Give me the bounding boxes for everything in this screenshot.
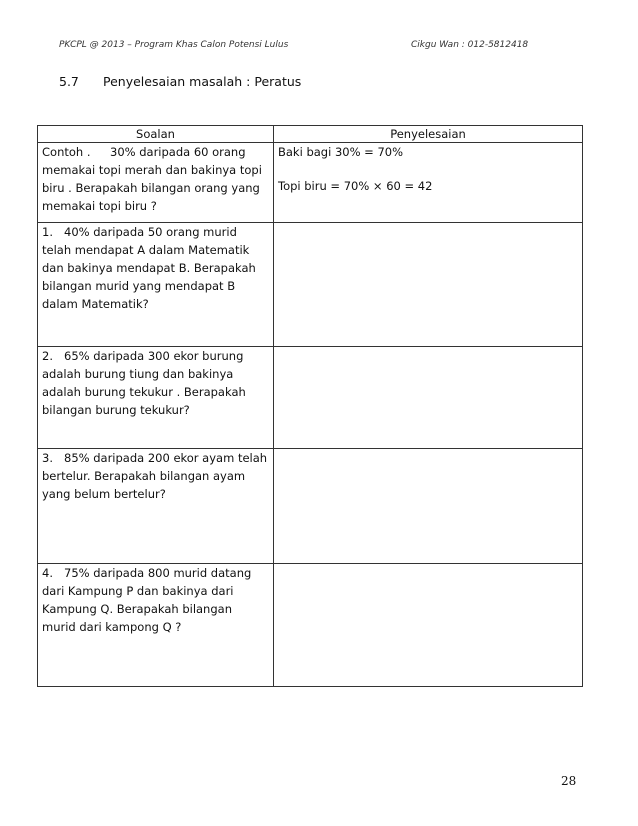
column-header-penyelesaian: Penyelesaian <box>274 126 583 143</box>
section-heading <box>59 74 301 89</box>
question-cell <box>38 564 274 687</box>
question-cell <box>38 347 274 449</box>
solution-spacer <box>278 161 578 177</box>
header-teacher-contact: Cikgu Wan : 012-5812418 <box>411 40 529 50</box>
column-header-soalan: Soalan <box>38 126 274 143</box>
example-solution-line: Topi biru = 70% × 60 = 42 <box>278 179 433 193</box>
example-question-intro: 30% daripada 60 orang <box>110 145 246 159</box>
question-number: 2. <box>42 349 53 363</box>
question-number: 4. <box>42 566 53 580</box>
example-question-text: memakai topi merah dan bakinya topi biru . Berapakah bilangan orang yang memakai topi biru ? <box>42 163 262 213</box>
question-text: 75% daripada 800 murid datang dari Kampung P dan bakinya dari Kampung Q. Berapakah bilangan murid dari kampong Q ? <box>42 566 252 634</box>
answer-space[interactable] <box>274 564 583 687</box>
answer-space[interactable] <box>274 223 583 347</box>
question-row <box>38 347 583 449</box>
example-label: Contoh . <box>42 145 91 159</box>
question-cell <box>38 223 274 347</box>
header-program-text: PKCPL @ 2013 – Program Khas Calon Potensi Lulus <box>59 40 289 50</box>
section-number: 5.7 <box>59 74 79 89</box>
question-number: 3. <box>42 451 53 465</box>
question-cell <box>38 449 274 564</box>
example-row <box>38 143 583 223</box>
section-title: Penyelesaian masalah : Peratus <box>102 74 302 89</box>
question-row <box>38 449 583 564</box>
table-header-row <box>38 126 583 143</box>
question-row <box>38 223 583 347</box>
example-solution-cell <box>274 143 583 223</box>
answer-space[interactable] <box>274 449 583 564</box>
example-solution-line: Baki bagi 30% = 70% <box>278 145 404 159</box>
answer-space[interactable] <box>274 347 583 449</box>
question-row <box>38 564 583 687</box>
question-text: 40% daripada 50 orang murid telah mendapat A dalam Matematik dan bakinya mendapat B. Berapakah bilangan murid yang mendapat B dalam Matematik? <box>42 225 256 311</box>
worksheet-table <box>37 125 583 687</box>
question-text: 65% daripada 300 ekor burung adalah burung tiung dan bakinya adalah burung tekukur . Berapakah bilangan burung tekukur? <box>42 349 246 417</box>
page-number: 28 <box>561 774 577 788</box>
question-number: 1. <box>42 225 53 239</box>
example-question-cell <box>38 143 274 223</box>
question-text: 85% daripada 200 ekor ayam telah bertelur. Berapakah bilangan ayam yang belum bertelur? <box>42 451 268 501</box>
